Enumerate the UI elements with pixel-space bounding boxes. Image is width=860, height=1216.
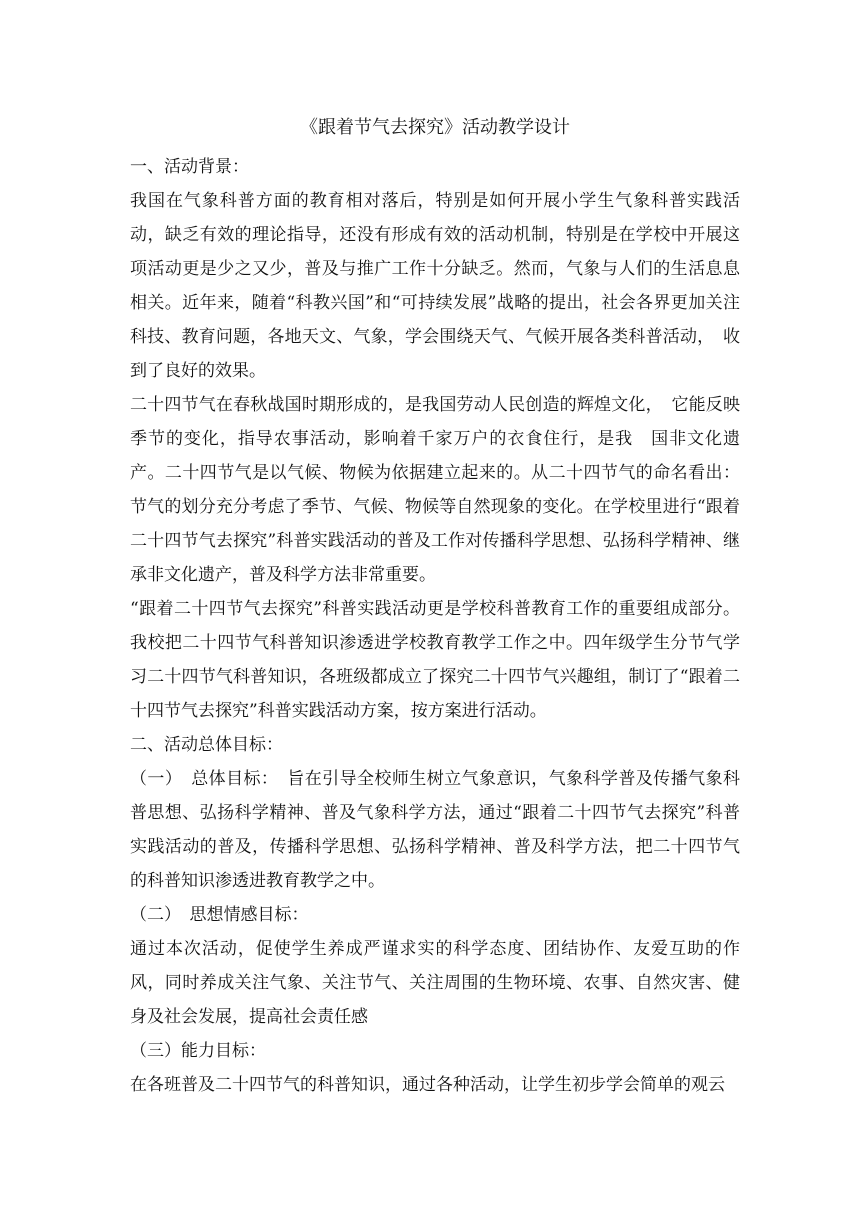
paragraph-background-2: 二十四节气在春秋战国时期形成的，是我国劳动人民创造的辉煌文化， 它能反映季节的变化，指导农事活动，影响着千家万户的衣食住行，是我 国非文化遗产。二十四节气是以气候、物候为依据建立起来的。从二十四节气的命名看出：节气的划分充分考虑了季节、气候、物候等自然现象的变化。在学校里进行“跟着二十四节气去探究”科普实践活动的普及工作对传播科学思想、弘扬科学精神、继承非文化遗产，普及科学方法非常重要。 xyxy=(130,395,740,585)
document-title: 《跟着节气去探究》活动教学设计 xyxy=(300,117,570,138)
section-heading-background: 一、活动背景： xyxy=(130,157,249,177)
paragraph-background-3: “跟着二十四节气去探究”科普实践活动更是学校科普教育工作的重要组成部分。我校把二十四节气科普知识渗透进学校教育教学工作之中。四年级学生分节气学习二十四节气科普知识，各班级都成立了探究二十四节气兴趣组，制订了“跟着二十四节气去探究”科普实践活动方案，按方案进行活动。 xyxy=(130,599,740,721)
document-page xyxy=(130,108,740,1102)
paragraph-background-1: 我国在气象科普方面的教育相对落后，特别是如何开展小学生气象科普实践活动，缺乏有效的理论指导，还没有形成有效的活动机制，特别是在学校中开展这项活动更是少之又少，普及与推广工作十分缺乏。然而，气象与人们的生活息息相关。近年来，随着“科教兴国”和“可持续发展”战略的提出，社会各界更加关注科技、教育问题，各地天文、气象，学会围绕天气、气候开展各类科普活动， 收到了良好的效果。 xyxy=(130,191,740,381)
section-heading-goals: 二、活动总体目标： xyxy=(130,735,283,755)
paragraph-overall-goal: （一） 总体目标： 旨在引导全校师生树立气象意识，气象科学普及传播气象科普思想、弘扬科学精神、普及气象科学方法，通过“跟着二十四节气去探究”科普实践活动的普及，传播科学思想、弘扬科学精神、普及科学方法，把二十四节气的科普知识渗透进教育教学之中。 xyxy=(130,769,740,891)
subheading-ability-goal: （三）能力目标： xyxy=(130,1041,266,1061)
paragraph-ability-goal: 在各班普及二十四节气的科普知识，通过各种活动，让学生初步学会简单的观云 xyxy=(130,1075,725,1095)
paragraph-emotion-goal: 通过本次活动，促使学生养成严谨求实的科学态度、团结协作、友爱互助的作风，同时养成关注气象、关注节气、关注周围的生物环境、农事、自然灾害、健身及社会发展，提高社会责任感 xyxy=(130,939,740,1027)
subheading-emotion-goal: （二） 思想情感目标： xyxy=(130,905,309,925)
